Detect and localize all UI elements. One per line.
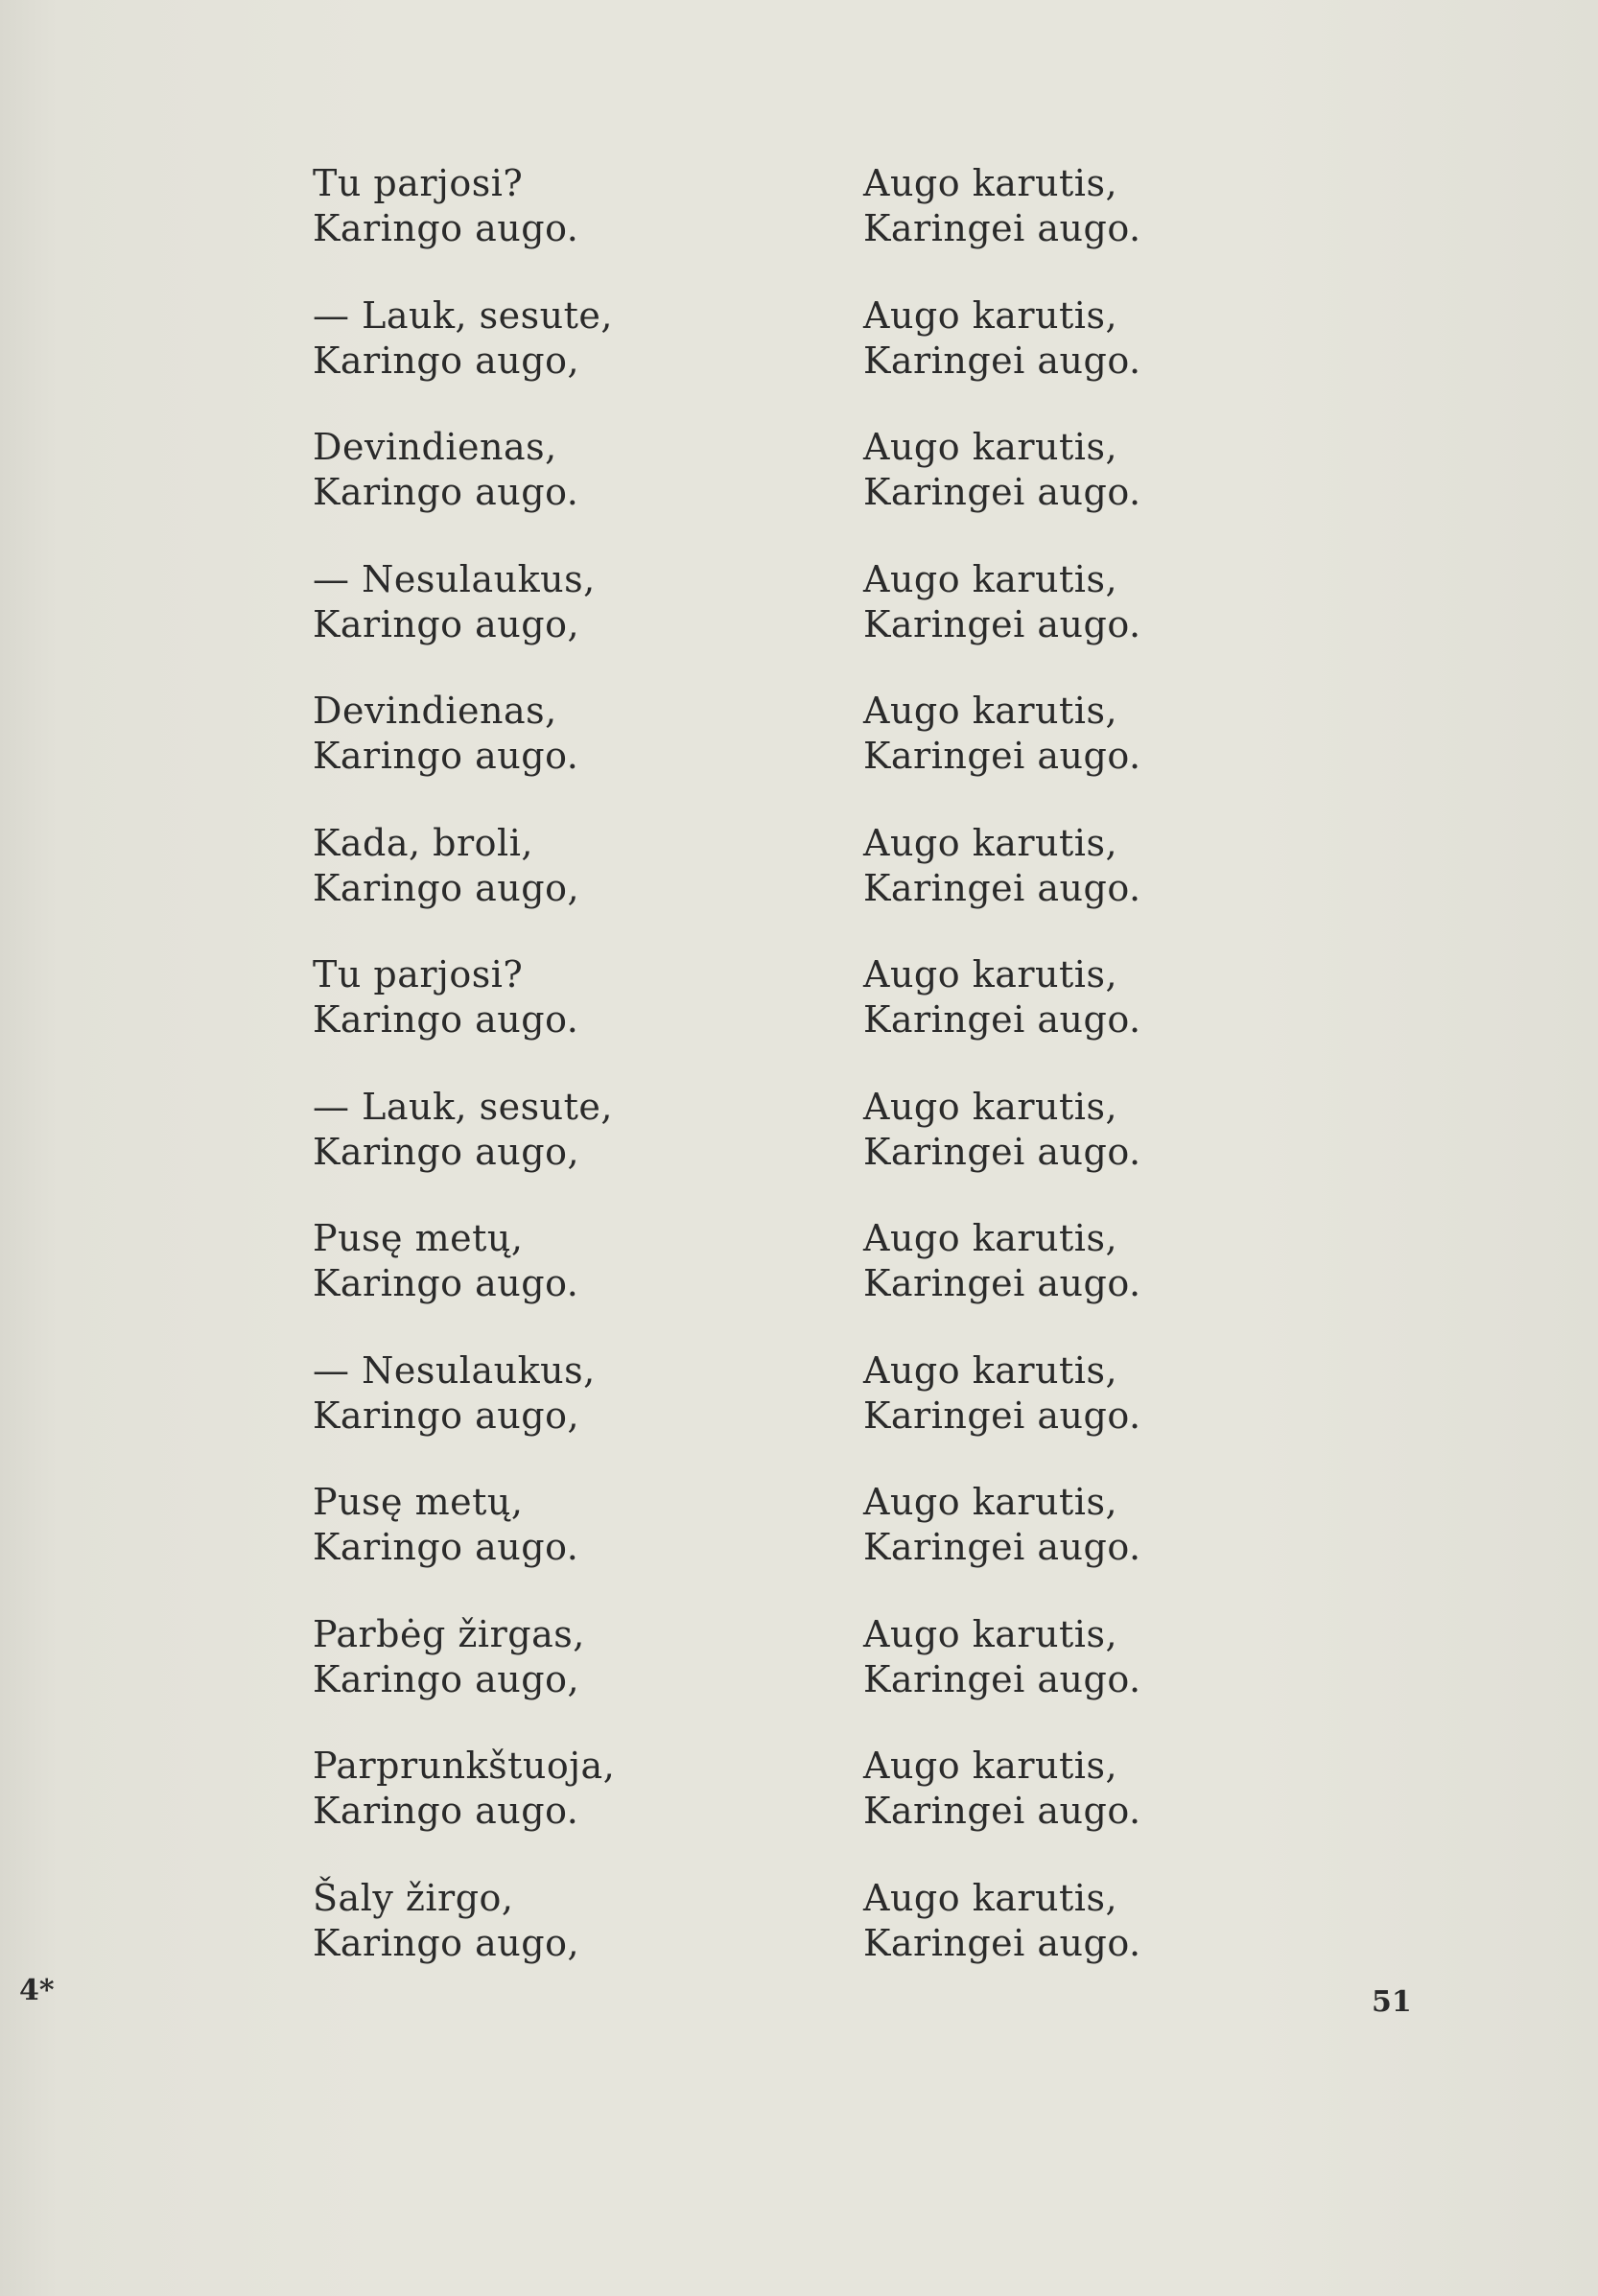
verse-line: Parprunkštuoja, <box>313 1745 616 1787</box>
verse-line: Šaly žirgo, <box>313 1876 514 1919</box>
verse-line: — Lauk, sesute, <box>313 293 613 337</box>
right-stanza <box>863 1744 1400 1876</box>
verse-line: Karingei augo. <box>863 602 1141 645</box>
right-stanza <box>863 1085 1400 1217</box>
right-stanza <box>863 689 1400 821</box>
right-stanza <box>863 1876 1400 2008</box>
verse-line: Karingo augo, <box>313 1657 580 1700</box>
verse-line: Augo karutis, <box>863 1745 1118 1787</box>
right-stanza <box>863 1348 1400 1481</box>
right-stanza <box>863 821 1400 953</box>
verse-line: Karingei augo. <box>863 1262 1141 1304</box>
verse-line: Karingo augo, <box>313 1921 580 1964</box>
verse-line: Karingei augo. <box>863 339 1141 382</box>
verse-line: Pusę metų, <box>313 1481 524 1523</box>
verse-line: Karingo augo. <box>313 1526 579 1568</box>
right-stanza <box>863 425 1400 557</box>
left-stanza <box>313 1744 850 1876</box>
right-stanza <box>863 293 1400 426</box>
verse-line: Karingei augo. <box>863 1394 1141 1437</box>
left-stanza <box>313 952 850 1085</box>
verse-line: Karingo augo. <box>313 735 579 777</box>
verse-line: Karingo augo. <box>313 1790 579 1832</box>
verse-line: Karingei augo. <box>863 735 1141 777</box>
verse-line: Augo karutis, <box>863 821 1118 864</box>
left-stanza <box>313 1612 850 1745</box>
right-stanza <box>863 1612 1400 1745</box>
verse-line: Karingo augo. <box>313 471 579 513</box>
verse-line: Karingo augo, <box>313 866 580 909</box>
verse-line: Augo karutis, <box>863 162 1118 204</box>
right-stanza <box>863 1216 1400 1348</box>
left-stanza <box>313 161 850 293</box>
left-stanza <box>313 689 850 821</box>
verse-line: — Nesulaukus, <box>313 557 596 600</box>
signature-mark: 4* <box>19 1974 55 2007</box>
left-stanza <box>313 821 850 953</box>
verse-line: Tu parjosi? <box>313 162 524 204</box>
verse-line: — Nesulaukus, <box>313 1348 596 1392</box>
verse-line: Karingei augo. <box>863 1526 1141 1568</box>
left-stanza <box>313 557 850 690</box>
left-stanza <box>313 293 850 426</box>
verse-line: Karingo augo, <box>313 602 580 645</box>
verse-line: Karingo augo. <box>313 207 579 249</box>
verse-line: Augo karutis, <box>863 953 1118 996</box>
verse-line: Augo karutis, <box>863 1217 1118 1259</box>
verse-line: Pusę metų, <box>313 1217 524 1259</box>
verse-line: Karingei augo. <box>863 1921 1141 1964</box>
verse-line: Augo karutis, <box>863 1085 1118 1128</box>
verse-line: Karingei augo. <box>863 1790 1141 1832</box>
verse-line: Karingei augo. <box>863 471 1141 513</box>
left-stanza <box>313 425 850 557</box>
verse-line: Augo karutis, <box>863 690 1118 732</box>
verse-line: Tu parjosi? <box>313 953 524 996</box>
verse-line: Karingei augo. <box>863 998 1141 1041</box>
verse-line: Augo karutis, <box>863 1481 1118 1523</box>
left-stanza <box>313 1876 850 2008</box>
verse-line: Devindienas, <box>313 426 557 468</box>
verse-line: Karingo augo, <box>313 1130 580 1173</box>
left-stanza <box>313 1216 850 1348</box>
right-stanza <box>863 161 1400 293</box>
left-stanza <box>313 1480 850 1612</box>
verse-line: Augo karutis, <box>863 293 1118 337</box>
verse-line: Karingei augo. <box>863 1657 1141 1700</box>
verse-line: Karingo augo. <box>313 998 579 1041</box>
right-stanza <box>863 557 1400 690</box>
verse-line: Kada, broli, <box>313 821 533 864</box>
right-stanza <box>863 1480 1400 1612</box>
verse-line: Parbėg žirgas, <box>313 1612 585 1655</box>
verse-line: Karingei augo. <box>863 207 1141 249</box>
right-verse-column <box>863 161 1400 2007</box>
verse-line: Augo karutis, <box>863 557 1118 600</box>
verse-line: — Lauk, sesute, <box>313 1085 613 1128</box>
verse-line: Augo karutis, <box>863 426 1118 468</box>
verse-line: Devindienas, <box>313 690 557 732</box>
verse-line: Karingo augo, <box>313 1394 580 1437</box>
verse-line: Karingo augo, <box>313 339 580 382</box>
left-stanza <box>313 1348 850 1481</box>
verse-line: Augo karutis, <box>863 1348 1118 1392</box>
left-stanza <box>313 1085 850 1217</box>
verse-line: Augo karutis, <box>863 1612 1118 1655</box>
page-number: 51 <box>1372 1985 1412 2019</box>
right-stanza <box>863 952 1400 1085</box>
verse-line: Augo karutis, <box>863 1876 1118 1919</box>
left-verse-column <box>313 161 850 2007</box>
verse-line: Karingei augo. <box>863 866 1141 909</box>
verse-line: Karingo augo. <box>313 1262 579 1304</box>
verse-line: Karingei augo. <box>863 1130 1141 1173</box>
